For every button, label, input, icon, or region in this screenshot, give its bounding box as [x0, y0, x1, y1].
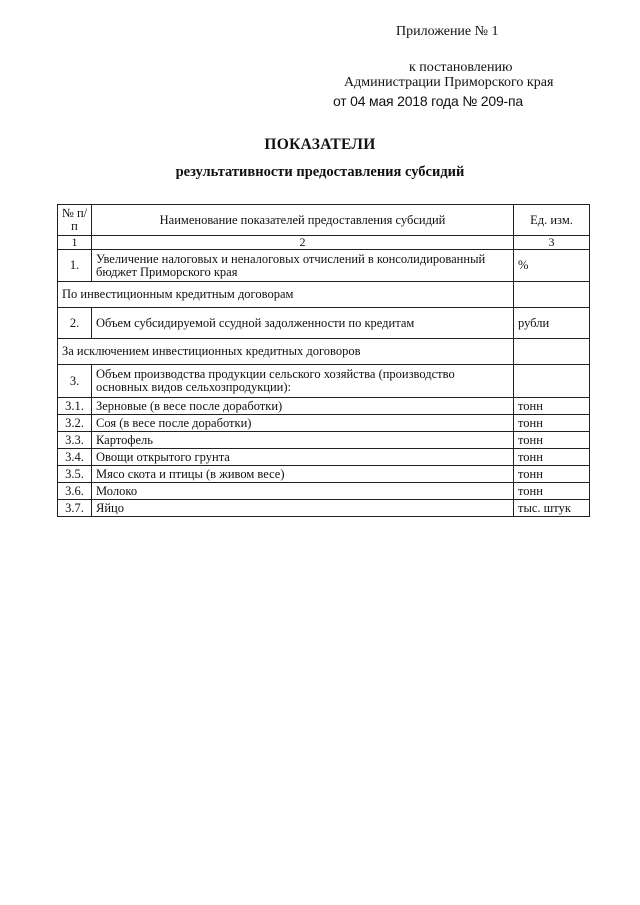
- row-unit: тонн: [514, 483, 590, 500]
- column-number-row: [58, 236, 590, 250]
- col-header-num: № п/п: [58, 205, 92, 236]
- row-name: Соя (в весе после доработки): [92, 415, 514, 432]
- row-unit: тонн: [514, 415, 590, 432]
- row-unit: тонн: [514, 466, 590, 483]
- table-row: [58, 365, 590, 398]
- row-unit: [514, 365, 590, 398]
- table-header-row: [58, 205, 590, 236]
- row-name: Мясо скота и птицы (в живом весе): [92, 466, 514, 483]
- row-num: 2.: [58, 308, 92, 339]
- section-empty-cell: [514, 339, 590, 365]
- section-label: За исключением инвестиционных кредитных договоров: [58, 339, 514, 365]
- row-num: 3.: [58, 365, 92, 398]
- col-header-unit: Ед. изм.: [514, 205, 590, 236]
- row-num: 3.4.: [58, 449, 92, 466]
- row-num: 3.3.: [58, 432, 92, 449]
- col-number-3: 3: [514, 236, 590, 250]
- row-unit: тонн: [514, 432, 590, 449]
- row-name: Объем производства продукции сельского хозяйства (производство основных видов сельхозпродукции):: [92, 365, 514, 398]
- resolution-date-number: от 04 мая 2018 года № 209-па: [333, 93, 523, 109]
- row-unit: тыс. штук: [514, 500, 590, 517]
- row-name: Картофель: [92, 432, 514, 449]
- col-number-1: 1: [58, 236, 92, 250]
- indicators-table: [57, 204, 590, 517]
- table-row: [58, 449, 590, 466]
- row-name: Объем субсидируемой ссудной задолженности по кредитам: [92, 308, 514, 339]
- row-num: 3.5.: [58, 466, 92, 483]
- administration-line: Администрации Приморского края: [344, 75, 554, 90]
- row-num: 3.7.: [58, 500, 92, 517]
- section-empty-cell: [514, 282, 590, 308]
- row-name: Молоко: [92, 483, 514, 500]
- col-number-2: 2: [92, 236, 514, 250]
- appendix-number: Приложение № 1: [396, 24, 499, 39]
- table-row: [58, 500, 590, 517]
- row-name: Увеличение налоговых и неналоговых отчислений в консолидированный бюджет Приморского края: [92, 250, 514, 282]
- row-name: Яйцо: [92, 500, 514, 517]
- row-unit: тонн: [514, 398, 590, 415]
- row-name: Овощи открытого грунта: [92, 449, 514, 466]
- row-num: 3.2.: [58, 415, 92, 432]
- table-row: [58, 483, 590, 500]
- row-num: 3.6.: [58, 483, 92, 500]
- section-label: По инвестиционным кредитным договорам: [58, 282, 514, 308]
- row-unit: %: [514, 250, 590, 282]
- table-row: [58, 415, 590, 432]
- table-row: [58, 250, 590, 282]
- row-name: Зерновые (в весе после доработки): [92, 398, 514, 415]
- document-title: ПОКАЗАТЕЛИ: [264, 136, 376, 153]
- row-unit: рубли: [514, 308, 590, 339]
- table-row: [58, 398, 590, 415]
- row-num: 1.: [58, 250, 92, 282]
- table-row: [58, 466, 590, 483]
- document-subtitle: результативности предоставления субсидий: [175, 164, 465, 180]
- to-resolution-line: к постановлению: [409, 60, 513, 75]
- row-num: 3.1.: [58, 398, 92, 415]
- section-row: [58, 339, 590, 365]
- table-row: [58, 308, 590, 339]
- row-unit: тонн: [514, 449, 590, 466]
- table-row: [58, 432, 590, 449]
- col-header-name: Наименование показателей предоставления субсидий: [92, 205, 514, 236]
- section-row: [58, 282, 590, 308]
